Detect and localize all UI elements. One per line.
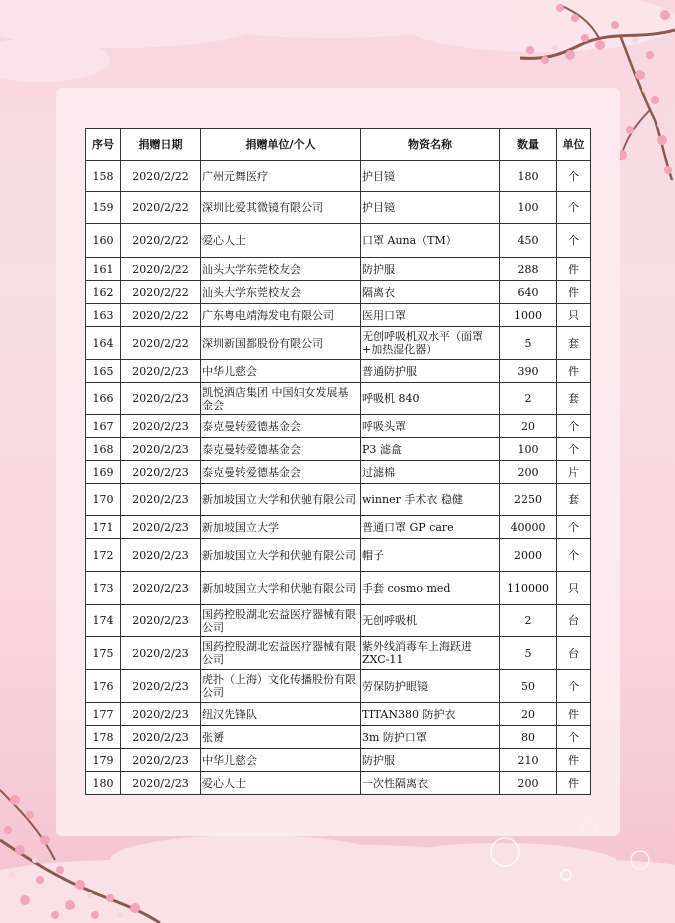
cell-donor: 新加坡国立大学和伏驰有限公司 (201, 539, 361, 572)
table-row (86, 516, 591, 539)
cell-index: 166 (86, 383, 121, 415)
cell-donor: 国药控股湖北宏益医疗器械有限公司 (201, 637, 361, 670)
cell-unit: 件 (557, 703, 591, 726)
cell-date: 2020/2/23 (121, 461, 201, 484)
cell-item: 呼吸机 840 (361, 383, 500, 415)
cell-donor: 虎扑（上海）文化传播股份有限公司 (201, 670, 361, 703)
cell-donor: 深圳比爱其微镜有限公司 (201, 192, 361, 224)
cell-index: 174 (86, 605, 121, 637)
cell-donor: 汕头大学东莞校友会 (201, 281, 361, 304)
cell-donor: 中华儿慈会 (201, 360, 361, 383)
cell-donor: 汕头大学东莞校友会 (201, 258, 361, 281)
cell-item: 劳保防护眼镜 (361, 670, 500, 703)
cell-quantity: 210 (500, 749, 557, 772)
cell-quantity: 40000 (500, 516, 557, 539)
cell-unit: 台 (557, 605, 591, 637)
cell-donor: 新加坡国立大学 (201, 516, 361, 539)
cell-date: 2020/2/23 (121, 670, 201, 703)
cell-date: 2020/2/22 (121, 192, 201, 224)
cell-unit: 套 (557, 383, 591, 415)
donation-table-container (85, 128, 590, 795)
cell-unit: 片 (557, 461, 591, 484)
cell-date: 2020/2/23 (121, 383, 201, 415)
cell-index: 175 (86, 637, 121, 670)
cell-item: 防护服 (361, 258, 500, 281)
cell-unit: 套 (557, 327, 591, 360)
donation-table (85, 128, 591, 795)
cell-item: winner 手术衣 稳健 (361, 484, 500, 516)
table-row (86, 304, 591, 327)
cloud-top-decoration (0, 0, 675, 82)
cell-item: 3m 防护口罩 (361, 726, 500, 749)
cell-item: 一次性隔离衣 (361, 772, 500, 795)
header-unit: 单位 (557, 129, 591, 161)
cell-unit: 个 (557, 516, 591, 539)
cell-donor: 广东粤电靖海发电有限公司 (201, 304, 361, 327)
cell-unit: 个 (557, 726, 591, 749)
table-row (86, 605, 591, 637)
cell-index: 162 (86, 281, 121, 304)
cell-unit: 个 (557, 161, 591, 192)
cell-date: 2020/2/22 (121, 327, 201, 360)
cell-item: 无创呼吸机 (361, 605, 500, 637)
cell-index: 160 (86, 224, 121, 258)
cell-index: 165 (86, 360, 121, 383)
cell-quantity: 180 (500, 161, 557, 192)
cell-donor: 泰克曼转爱德基金会 (201, 438, 361, 461)
cell-date: 2020/2/23 (121, 572, 201, 605)
cell-date: 2020/2/23 (121, 484, 201, 516)
cell-item: 无创呼吸机双水平（面罩+加热湿化器） (361, 327, 500, 360)
cell-date: 2020/2/23 (121, 438, 201, 461)
cell-index: 167 (86, 415, 121, 438)
header-item: 物资名称 (361, 129, 500, 161)
cell-date: 2020/2/22 (121, 224, 201, 258)
header-quantity: 数量 (500, 129, 557, 161)
cell-quantity: 390 (500, 360, 557, 383)
cell-item: 紫外线消毒车上海跃进 ZXC-11 (361, 637, 500, 670)
cell-unit: 个 (557, 438, 591, 461)
table-row (86, 749, 591, 772)
cell-donor: 国药控股湖北宏益医疗器械有限公司 (201, 605, 361, 637)
cell-item: 防护服 (361, 749, 500, 772)
cell-date: 2020/2/23 (121, 360, 201, 383)
cell-quantity: 20 (500, 415, 557, 438)
cell-donor: 张赟 (201, 726, 361, 749)
cell-item: 口罩 Auna（TM） (361, 224, 500, 258)
table-row (86, 192, 591, 224)
cell-index: 169 (86, 461, 121, 484)
table-row (86, 383, 591, 415)
cell-quantity: 5 (500, 637, 557, 670)
cell-quantity: 640 (500, 281, 557, 304)
cell-index: 168 (86, 438, 121, 461)
cell-date: 2020/2/22 (121, 281, 201, 304)
table-row (86, 726, 591, 749)
cell-donor: 爱心人士 (201, 224, 361, 258)
cell-index: 159 (86, 192, 121, 224)
cell-unit: 台 (557, 637, 591, 670)
cell-date: 2020/2/23 (121, 637, 201, 670)
cell-quantity: 50 (500, 670, 557, 703)
cell-index: 158 (86, 161, 121, 192)
cell-date: 2020/2/23 (121, 726, 201, 749)
cell-item: TITAN380 防护衣 (361, 703, 500, 726)
cell-donor: 泰克曼转爱德基金会 (201, 415, 361, 438)
table-row (86, 772, 591, 795)
cell-item: 护目镜 (361, 192, 500, 224)
table-row (86, 161, 591, 192)
cell-quantity: 100 (500, 192, 557, 224)
table-header-row (86, 129, 591, 161)
cell-item: 普通防护服 (361, 360, 500, 383)
cell-unit: 个 (557, 670, 591, 703)
table-row (86, 360, 591, 383)
header-index: 序号 (86, 129, 121, 161)
cell-quantity: 450 (500, 224, 557, 258)
cell-quantity: 1000 (500, 304, 557, 327)
cell-donor: 中华儿慈会 (201, 749, 361, 772)
cell-index: 180 (86, 772, 121, 795)
cell-unit: 只 (557, 304, 591, 327)
cell-unit: 个 (557, 539, 591, 572)
cell-date: 2020/2/23 (121, 749, 201, 772)
cell-item: 隔离衣 (361, 281, 500, 304)
cell-date: 2020/2/22 (121, 258, 201, 281)
table-row (86, 281, 591, 304)
cell-donor: 纽汉先锋队 (201, 703, 361, 726)
cell-donor: 泰克曼转爱德基金会 (201, 461, 361, 484)
cell-unit: 个 (557, 224, 591, 258)
cell-index: 178 (86, 726, 121, 749)
cell-date: 2020/2/23 (121, 772, 201, 795)
cell-date: 2020/2/23 (121, 605, 201, 637)
cell-date: 2020/2/22 (121, 161, 201, 192)
cell-item: 过滤棉 (361, 461, 500, 484)
cell-donor: 深圳新国都股份有限公司 (201, 327, 361, 360)
cell-quantity: 80 (500, 726, 557, 749)
cell-donor: 广州元舞医疗 (201, 161, 361, 192)
cell-index: 176 (86, 670, 121, 703)
cell-unit: 件 (557, 360, 591, 383)
cell-index: 161 (86, 258, 121, 281)
cell-quantity: 20 (500, 703, 557, 726)
table-row (86, 461, 591, 484)
table-row (86, 484, 591, 516)
cell-donor: 新加坡国立大学和伏驰有限公司 (201, 484, 361, 516)
table-row (86, 258, 591, 281)
table-row (86, 703, 591, 726)
cell-item: 呼吸头罩 (361, 415, 500, 438)
cell-item: 护目镜 (361, 161, 500, 192)
cell-unit: 件 (557, 749, 591, 772)
cell-date: 2020/2/23 (121, 539, 201, 572)
cell-quantity: 2 (500, 605, 557, 637)
table-row (86, 415, 591, 438)
cell-donor: 凯悦酒店集团 中国妇女发展基金会 (201, 383, 361, 415)
cell-index: 172 (86, 539, 121, 572)
table-row (86, 539, 591, 572)
cell-item: 医用口罩 (361, 304, 500, 327)
cell-item: P3 滤盒 (361, 438, 500, 461)
header-donor: 捐赠单位/个人 (201, 129, 361, 161)
cell-date: 2020/2/23 (121, 415, 201, 438)
cell-index: 170 (86, 484, 121, 516)
cell-item: 帽子 (361, 539, 500, 572)
table-row (86, 224, 591, 258)
cell-quantity: 2 (500, 383, 557, 415)
table-row (86, 327, 591, 360)
cell-index: 179 (86, 749, 121, 772)
header-date: 捐赠日期 (121, 129, 201, 161)
cell-unit: 套 (557, 484, 591, 516)
cell-index: 163 (86, 304, 121, 327)
table-row (86, 438, 591, 461)
cell-quantity: 5 (500, 327, 557, 360)
cell-date: 2020/2/23 (121, 516, 201, 539)
cell-unit: 件 (557, 772, 591, 795)
table-row (86, 637, 591, 670)
cell-quantity: 200 (500, 461, 557, 484)
table-row (86, 670, 591, 703)
cell-unit: 件 (557, 281, 591, 304)
cell-quantity: 2000 (500, 539, 557, 572)
cell-item: 手套 cosmo med (361, 572, 500, 605)
cloud-bottom-decoration (0, 835, 675, 923)
cell-quantity: 100 (500, 438, 557, 461)
cell-quantity: 288 (500, 258, 557, 281)
cell-quantity: 200 (500, 772, 557, 795)
cell-donor: 新加坡国立大学和伏驰有限公司 (201, 572, 361, 605)
cell-unit: 个 (557, 415, 591, 438)
cell-index: 171 (86, 516, 121, 539)
cell-index: 164 (86, 327, 121, 360)
cell-date: 2020/2/23 (121, 703, 201, 726)
cell-quantity: 110000 (500, 572, 557, 605)
cell-item: 普通口罩 GP care (361, 516, 500, 539)
cell-date: 2020/2/22 (121, 304, 201, 327)
cell-unit: 只 (557, 572, 591, 605)
cell-index: 177 (86, 703, 121, 726)
cell-unit: 件 (557, 258, 591, 281)
table-row (86, 572, 591, 605)
cell-donor: 爱心人士 (201, 772, 361, 795)
cell-index: 173 (86, 572, 121, 605)
cell-quantity: 2250 (500, 484, 557, 516)
cell-unit: 个 (557, 192, 591, 224)
